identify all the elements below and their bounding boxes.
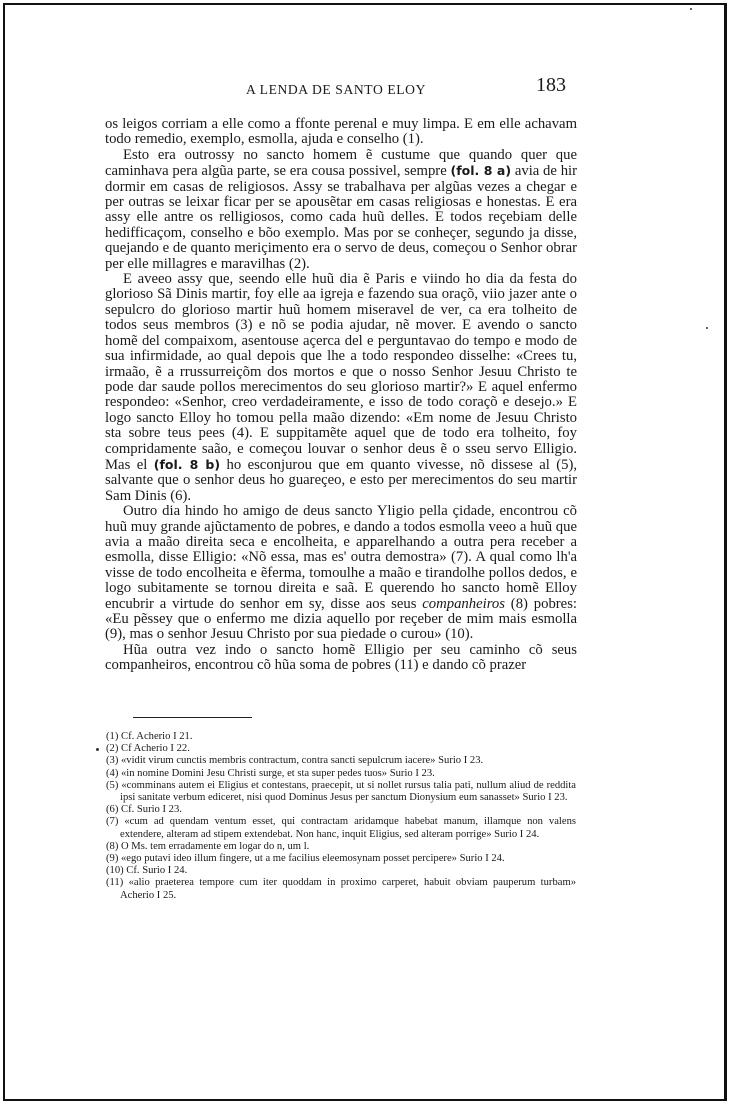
footnote-6: (6) Cf. Surio I 23. [106, 804, 182, 816]
footnote-1: (1) Cf. Acherio I 21. [106, 731, 193, 742]
paragraph-2-text-a: Esto era outrossy no sancto homem ẽ custume que quando quer que caminhava pera algũa parte, se era cousa possivel, sempre [105, 146, 577, 180]
running-title: A LENDA DE SANTO ELOY [246, 82, 426, 97]
footnote-8: (8) O Ms. tem erradamente em logar do n, um l. [106, 840, 310, 852]
footnote-11: (11) «alio praeterea tempore cum iter quoddam in proximo carperet, habuit obviam pauperum turbam» Acherio I 25. [106, 877, 576, 901]
scan-speck [96, 748, 99, 751]
paragraph-3 [105, 272, 577, 504]
scan-speck [690, 8, 692, 10]
paragraph-2-text-b: avia de hir dormir em casas de religiosos. Assy se trabalhava per algũas vezes a chegar e per outras se leixar ficar per se apousẽtar em casas religiosas e honestas. E era assy elle antre os relligiosos, como cada huũ delles. E todos reçebiam delle hedifficaçom, conselho e bõo exemplo. Mas por se conheçer, segundo ja disse, quejando e de quanto meriçimento era o servo de deus, começou o Senhor obrar per elle millagres e maravilhas (2). [105, 163, 578, 272]
footnote-10: (10) Cf. Surio I 24. [106, 865, 188, 877]
footnote-2: (2) Cf Acherio I 22. [106, 743, 190, 755]
paragraph-3-text-b: ho esconjurou que em quanto vivesse, nõ dissese al (5), salvante que o senhor deus ho guareçeo, e esto per merecimentos do seu martir Sam Dinis (6). [105, 456, 578, 504]
body-text [105, 117, 577, 674]
footnotes [106, 731, 576, 902]
paragraph-4-italic: companheiros [422, 595, 505, 612]
footnote-4: (4) «in nomine Domini Jesu Christi surge, et sta super pedes tuos» Surio I 23. [106, 767, 435, 779]
paragraph-5: Hũa outra vez indo o sancto homẽ Elligio per seu caminho cõ seus companheiros, encontrou cõ hũa soma de pobres (11) e dando cõ prazer [105, 641, 577, 674]
paragraph-2 [105, 148, 577, 272]
footnote-5: (5) «comminans autem ei Eligius et contestans, praecepit, ut si nollet rursus talia pati, nullum aliud de reddita ipsi sanitate verbum ediceret, nisi quod Dominus Jesus per sanctum Dionysium eum sanasset» Surio I 23. [106, 779, 576, 804]
paragraph-1: os leigos corriam a elle como a ffonte perenal e muy limpa. E em elle achavam todo remedio, exemplo, esmolla, ajuda e conselho (1). [105, 116, 577, 148]
paragraph-4-text-b: (8) pobres: «Eu pẽssey que o enfermo me dizia aquello por reçeber de mim mais esmolla (9), mas o senhor Jesuu Christo por sua piedade o curou» (10). [105, 595, 577, 643]
footnote-9: (9) «ego putavi ideo illum fingere, ut a me facilius eleemosynam posset percipere» Surio I 24. [106, 853, 505, 865]
page-number: 183 [536, 74, 566, 96]
paragraph-4-text-a: Outro dia hindo ho amigo de deus sancto Yligio pella çidade, encontrou cõ huũ muy grande ajũctamento de pobres, e dando a todos esmolla veeo a huũ que avia a maão direita seca e encolheita, e apparelhando a outra pera receber a esmolla, disse Elligio: «Nõ essa, mas es' outra demostra» (7). A qual como lh'a visse de todo encolheita e ẽferma, tomoulhe a maão e tirandolhe pollos dedos, e logo subitamente se tornou direita e saã. E querendo ho sancto homẽ Elloy encubrir a virtude do senhor em sy, disse aos seus [105, 503, 577, 612]
footnote-3: (3) «vidit virum cunctis membris contractum, contra sancti sepulcrum iacere» Surio I 23. [106, 755, 484, 767]
folio-marker-8a: (fol. 8 a) [450, 163, 512, 179]
footnote-rule [133, 717, 252, 718]
paragraph-4 [105, 504, 577, 643]
footnote-7: (7) «cum ad quendam ventum esset, qui contractam aridamque habebat manum, illamque non valens extendere, alteram ad stipem extendebat. Non hanc, inquit Eligius, sed alteram porrige» Surio I 24. [106, 816, 576, 840]
scan-speck [706, 327, 708, 329]
paragraph-3-text-a: E aveeo assy que, seendo elle huũ dia ẽ Paris e viindo ho dia da festa do glorioso Sã Dinis martir, foy elle aa igreja e fazendo sua oraçõ, viio jazer ante o sepulcro do glorioso martir huũ homem miseravel de ver, ca era tolheito de todos seus membros (3) e nõ se podia ajudar, nẽ mover. E avendo o sancto homẽ del compaixom, asentouse açerca del e perguntavao do tempo e modo de sua infirmidade, ao qual depois que lhe a todo respondeo disselhe: «Crees tu, irmaão, ẽ a rrussurreiçõm dos mortos e que o nosso Senhor Jesuu Christo te pode dar saude pollos merecimentos do seu glorioso martir?» E aquel enfermo respondeo: «Senhor, creo verdadeiramente, e isso de todo coraçõ e desejo.» E logo sancto Elloy ho tomou pella maão dizendo: «Em nome de Jesuu Christo sta sobre teus pees (4). E suppitamẽte aquel que de todo era tolheito, foy compridamente saão, e começou louvar o senhor deus ẽ o sseu servo Elligio. Mas el [105, 271, 577, 473]
folio-marker-8b: (fol. 8 b) [153, 456, 221, 472]
